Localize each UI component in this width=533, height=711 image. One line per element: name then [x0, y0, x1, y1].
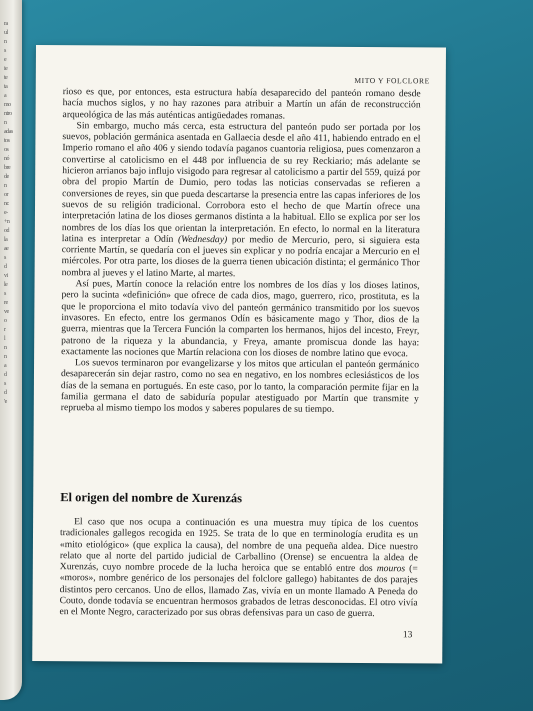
text-run: Sin embargo, mucho más cerca, esta estructura del panteón pudo ser portada por los suevos, población germánica asentada en Gallaecia desde el año 411, habiendo entrado en el Imperio romano el año 406 y siendo todavía paganos cuantoria religiosa, pues comenzaron a convertirse al catolicismo en el 448 por influencia de su rey Reckiario; más adelante se hicieron arrianos bajo influjo visigodo para regresar al catolicismo a partir del 559, quizá por obra del propio Martín de Dumio, pero todas las noticias conservadas se refieren a conversiones de reyes, sin que pueda descartarse la presencia entre las capas inferiores de los suevos de su religión tradicional. Corrobora esto el hecho de que Martín ofrece una interpretación latina de los dioses germanos distinta a la habitual. Ello se explica por ser los nombres de los días los que orientan la interpretación. En efecto, lo normal en la literatura latina es interpretar a Odín — [61, 120, 421, 245]
paragraph — [60, 516, 419, 620]
text-run: Los suevos terminaron por evangelizarse y los mitos que articulan el panteón germánico desaparecerán sin dejar rastro, como no sea en negativo, en los nombres eclesiásticos de los días de la semana en portugués. En este caso, por lo tanto, la comparación permite fijar en la familia germana el dato de sabiduría popular atestiguado por Martín que transmite y reprueba al mismo tiempo los modos y saberes populares de su tiempo. — [60, 357, 420, 416]
italic-text: (Wednesday) — [177, 233, 228, 246]
section-text — [60, 516, 419, 620]
previous-page-text-fragment: ra ul n s e ie te ta a mo ntro n adas tos os nó bre de n or nc e- +n od la ae s d vi le s re ve o r l n n a d s d 'e — [4, 21, 13, 405]
page-number: 13 — [402, 630, 413, 641]
section-heading: El origen del nombre de Xurenzás — [60, 490, 243, 506]
text-run: El caso que nos ocupa a continuación es una muestra muy típica de los cuentos tradicionales gallegos recogida en 1925. Se trata de lo que en terminología erudita es un «mito etiológico» (que explica la causa), del nombre de una pequeña aldea. Dice nuestro relato que al norte del partido judicial de Carballino (Orense) se encuentra la aldea de Xurenzás, cuyo nombre procede de la lucha heroica que se entabló entre dos — [59, 516, 419, 575]
previous-page-edge — [0, 0, 22, 700]
text-run: por medio de Mercurio, pero, si siguiera esta corriente Martín, se quedaría con el jueves sin explicar y no podría encajar a Mercurio en el miércoles. Por otra parte, los dioses de la guerra tienen ubicación distinta; el germánico Thor nombra al jueves y el latino Marte, al martes. — [61, 234, 420, 279]
body-text — [61, 86, 421, 416]
text-run: Así pues, Martín conoce la relación entre los nombres de los días y los dioses latinos, pero la sucinta «definición» que ofrece de cada dios, mago, guerrero, rico, prostituta, es la que le proporciona el mito todavía vivo del panteón germánico transmitido por los suevos invasores. En efecto, entre los germanos Odín es básicamente mago y Thor, dios de la guerra, mientras que la Tercera Función la comparten los hermanos, hijos del incesto, Freyr, patrono de la riqueza y la abundancia, y Freya, amante promiscua donde las haya: exactamente las nociones que Martín relaciona con los dioses de nombre latino que evoca. — [61, 278, 420, 360]
paragraph — [62, 120, 421, 280]
text-run: rioso es que, por entonces, esta estructura había desaparecido del panteón romano desde hacía muchos siglos, y no hay razones para atribuir a Martín un afán de reconstrucción arqueológica de las más auténticas antigüedades romanas. — [62, 86, 421, 122]
paragraph — [61, 278, 419, 359]
book-page — [32, 45, 446, 663]
text-run: (= «moros», nombre genérico de los personajes del folclore gallego) habitantes de dos parajes distintos pero cercanos. Uno de ellos, llamado Zas, vivía en un monte llamado A Peneda do Couto, donde todavía se encuentran hermosos grabados de letras desconocidas. El otro vivía en el Monte Negro, caracterizado por sus obras defensivas para un caso de guerra. — [59, 563, 418, 620]
paragraph — [63, 86, 421, 122]
paragraph — [61, 357, 419, 416]
running-header: MITO Y FOLCLORE — [354, 75, 430, 86]
italic-text: mouros — [376, 563, 406, 575]
